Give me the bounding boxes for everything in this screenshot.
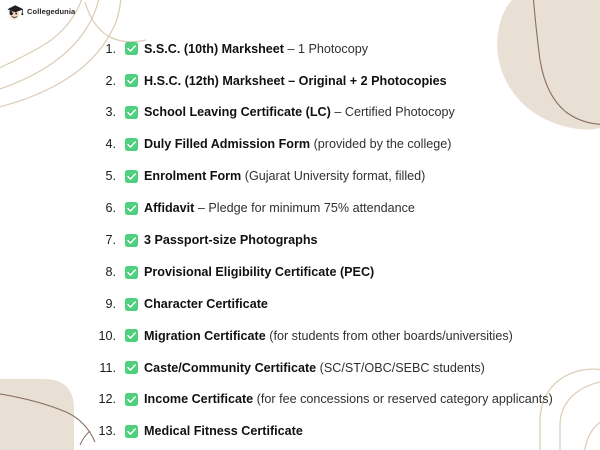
check-box-icon [125,202,138,215]
check-box-icon [125,393,138,406]
check-box-icon [125,138,138,151]
checklist-item-text [144,362,485,375]
checklist-item-number: 9. [105,296,116,311]
checklist-item [0,352,600,384]
checklist-item-text [144,330,513,343]
check-box-icon [125,298,138,311]
checklist-item-number: 5. [105,169,116,184]
checklist-item-title: Provisional Eligibility Certificate (PEC) [144,264,375,279]
checklist-item [0,288,600,320]
graduation-cap-avatar-icon [6,4,25,21]
checklist-item-title: H.S.C. (12th) Marksheet – Original + 2 Photocopies [144,73,447,88]
checklist-item-title: Income Certificate [144,392,254,407]
checklist-item-detail: (for students from other boards/universities) [265,328,513,343]
checklist-item-number: 4. [105,137,116,152]
checklist-item-title: S.S.C. (10th) Marksheet [144,41,284,56]
checklist-item [0,161,600,193]
check-box-icon [125,42,138,55]
checklist-item-text [144,202,415,215]
checklist-item [0,97,600,129]
check-box-icon [125,361,138,374]
check-box-icon [125,425,138,438]
checklist-item-number: 7. [105,232,116,247]
document-checklist [0,33,600,448]
checklist-item [0,192,600,224]
checklist-item [0,33,600,65]
checklist-item-title: Enrolment Form [144,169,242,184]
checklist-item-title: Character Certificate [144,296,268,311]
brand-logo [6,4,75,21]
checklist-item-number: 6. [105,201,116,216]
checklist-item [0,65,600,97]
checklist-item [0,224,600,256]
checklist-item-text [144,106,455,119]
checklist-item-number: 12. [98,392,116,407]
checklist-item-detail: – Certified Photocopy [330,105,455,120]
check-box-icon [125,170,138,183]
checklist-item-detail: (for fee concessions or reserved category applicants) [253,392,553,407]
checklist-item-title: 3 Passport-size Photographs [144,232,318,247]
checklist-item [0,256,600,288]
checklist-item-text [144,234,318,247]
checklist-item-title: Migration Certificate [144,328,266,343]
checklist-item-number: 8. [105,264,116,279]
checklist-item-text [144,298,268,311]
checklist-item [0,129,600,161]
checklist-item-text [144,138,452,151]
checklist-item-title: School Leaving Certificate (LC) [144,105,331,120]
checklist-item-number: 1. [105,41,116,56]
checklist-item-detail: – 1 Photocopy [283,41,369,56]
brand-name: Collegedunia [27,7,76,17]
checklist-item [0,384,600,416]
checklist-item-title: Affidavit [144,201,195,216]
checklist-item-title: Medical Fitness Certificate [144,424,303,439]
checklist-item-text [144,425,303,438]
checklist-item-text [144,170,425,183]
check-box-icon [125,106,138,119]
checklist-item-detail: – Pledge for minimum 75% attendance [194,201,415,216]
checklist-item-detail: (SC/ST/OBC/SEBC students) [316,360,485,375]
checklist-item [0,320,600,352]
checklist-item-detail: (Gujarat University format, filled) [241,169,426,184]
check-box-icon [125,266,138,279]
checklist-item-text [144,43,368,56]
checklist-item-number: 2. [105,73,116,88]
checklist-item-text [144,75,447,88]
checklist-item-number: 3. [105,105,116,120]
check-box-icon [125,329,138,342]
checklist-item-number: 10. [98,328,116,343]
checklist-item-number: 11. [99,360,116,375]
checklist-item-number: 13. [98,424,116,439]
check-box-icon [125,74,138,87]
checklist-item-title: Duly Filled Admission Form [144,137,311,152]
checklist-item-detail: (provided by the college) [310,137,452,152]
checklist-item-text [144,266,374,279]
checklist-item-text [144,393,553,406]
checklist-item [0,416,600,448]
checklist-item-title: Caste/Community Certificate [144,360,317,375]
check-box-icon [125,234,138,247]
